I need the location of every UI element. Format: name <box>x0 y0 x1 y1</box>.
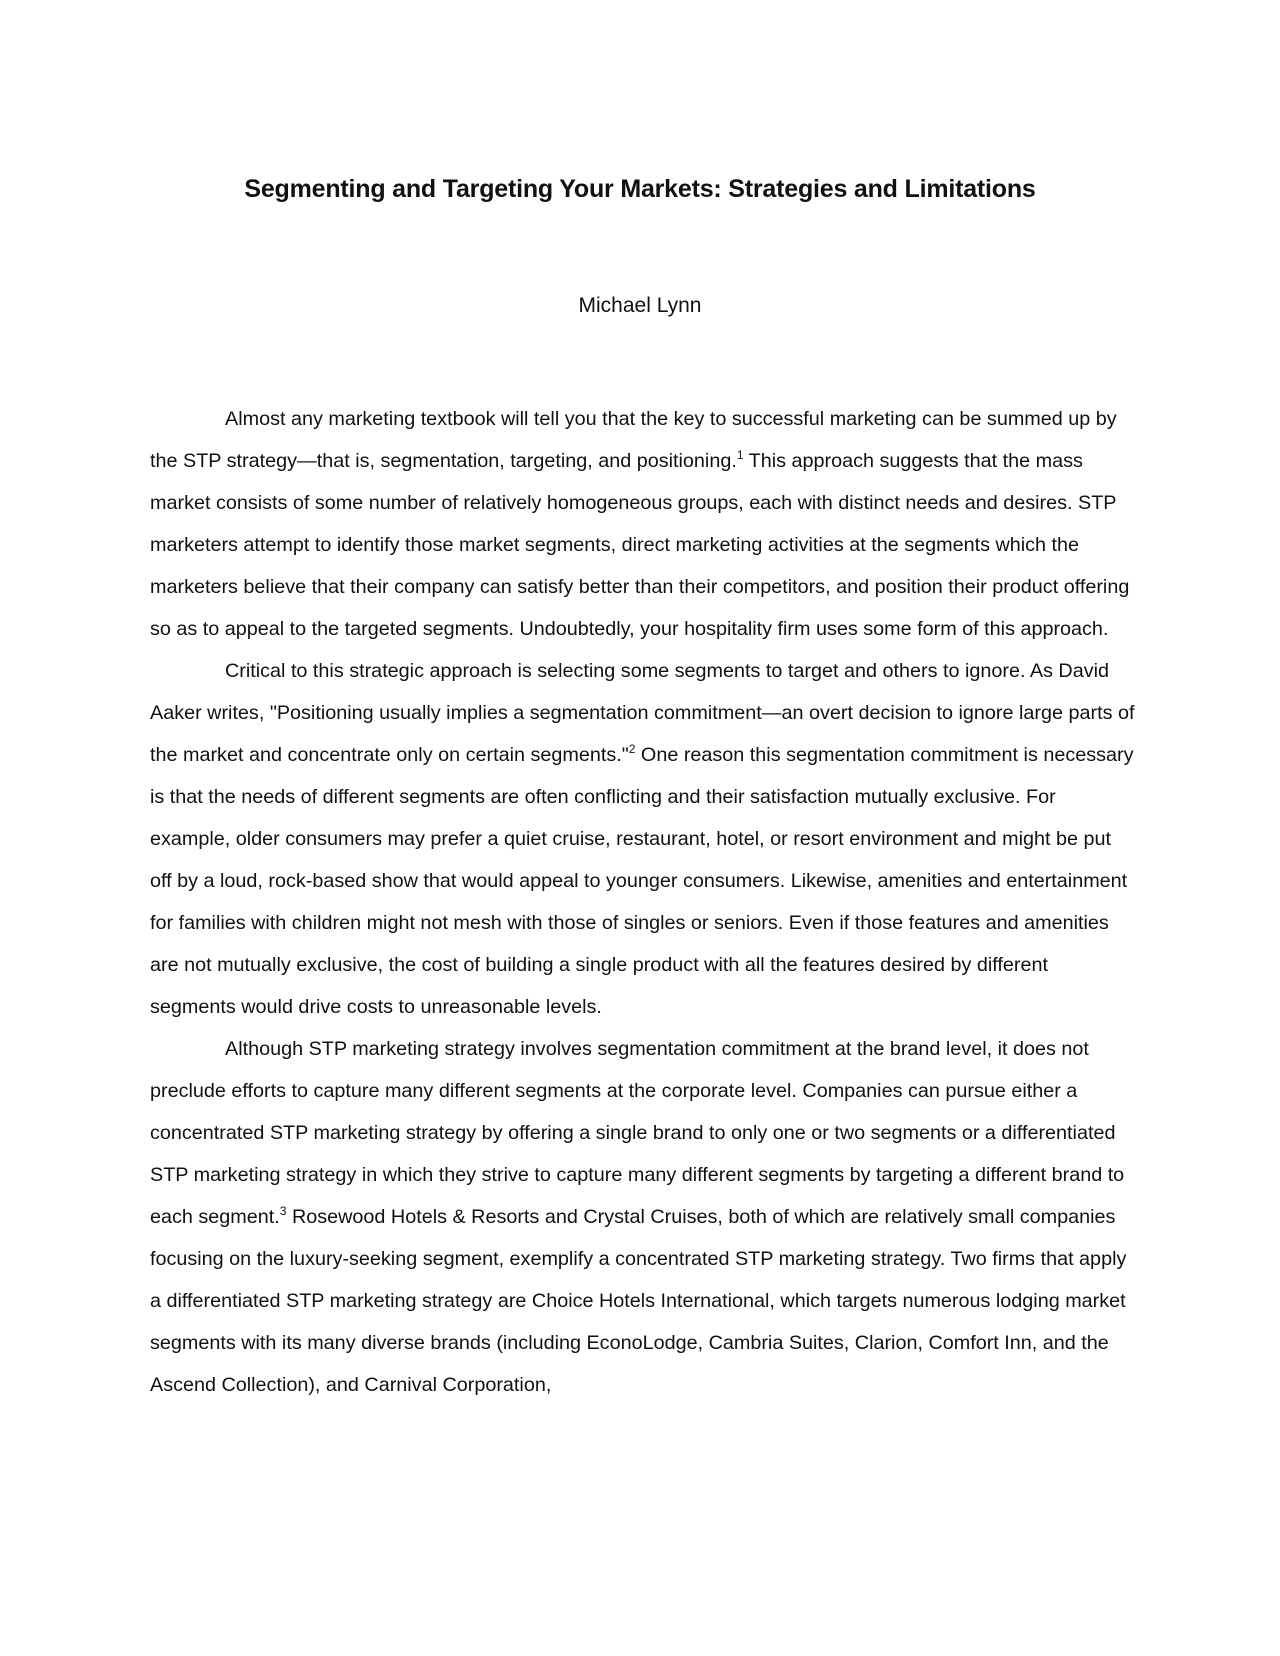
footnote-marker-1: 1 <box>736 448 744 462</box>
body-text <box>150 398 1135 1406</box>
footnote-marker-3: 3 <box>279 1204 287 1218</box>
paragraph-2 <box>150 650 1135 1028</box>
paragraph-3 <box>150 1028 1135 1406</box>
paragraph-2-text-b: One reason this segmentation commitment is necessary is that the needs of different segments are often conflicting and their satisfaction mutually exclusive. For example, older consumers may prefer a quiet cruise, restaurant, hotel, or resort environment and might be put off by a loud, rock-based show that would appeal to younger consumers. Likewise, amenities and entertainment for families with children might not mesh with those of singles or seniors. Even if those features and amenities are not mutually exclusive, the cost of building a single product with all the features desired by different segments would drive costs to unreasonable levels. <box>150 744 1134 1018</box>
author-name: Michael Lynn <box>578 294 702 317</box>
footnote-marker-2: 2 <box>628 742 636 756</box>
paragraph-1-text-b: This approach suggests that the mass market consists of some number of relatively homogeneous groups, each with distinct needs and desires. STP marketers attempt to identify those market segments, direct marketing activities at the segments which the marketers believe that their company can satisfy better than their competitors, and position their product offering so as to appeal to the targeted segments. Undoubtedly, your hospitality firm uses some form of this approach. <box>150 450 1130 640</box>
document-title: Segmenting and Targeting Your Markets: Strategies and Limitations <box>244 175 1036 203</box>
paragraph-3-text-b: Rosewood Hotels & Resorts and Crystal Cruises, both of which are relatively small companies focusing on the luxury-seeking segment, exemplify a concentrated STP marketing strategy. Two firms that apply a differentiated STP marketing strategy are Choice Hotels International, which targets numerous lodging market segments with its many diverse brands (including EconoLodge, Cambria Suites, Clarion, Comfort Inn, and the Ascend Collection), and Carnival Corporation, <box>150 1206 1127 1396</box>
paragraph-1 <box>150 398 1135 650</box>
paragraph-2-text-a: Critical to this strategic approach is selecting some segments to target and others to ignore. As David Aaker writes, "Positioning usually implies a segmentation commitment—an overt decision to ignore large parts of the market and concentrate only on certain segments." <box>150 660 1135 766</box>
paragraph-3-text-a: Although STP marketing strategy involves segmentation commitment at the brand level, it does not preclude efforts to capture many different segments at the corporate level. Companies can pursue either a concentrated STP marketing strategy by offering a single brand to only one or two segments or a differentiated STP marketing strategy in which they strive to capture many different segments by targeting a different brand to each segment. <box>150 1038 1125 1228</box>
paragraph-1-text-a: Almost any marketing textbook will tell you that the key to successful marketing can be summed up by the STP strategy—that is, segmentation, targeting, and positioning. <box>150 408 1117 472</box>
